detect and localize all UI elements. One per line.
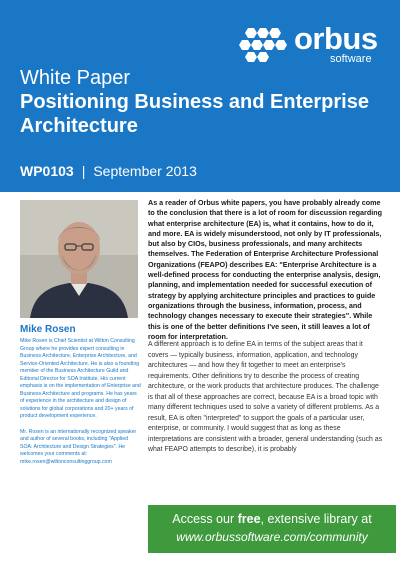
meta-separator: | [81,163,86,179]
brand-name: orbus [294,21,378,56]
document-meta [20,162,197,180]
hexagon-logo-icon [238,26,294,66]
lead-paragraph: As a reader of Orbus white papers, you have probably already come to the conclusion that there is a lot of room for discussion regarding what enterprise architecture (EA) is, what it contains, how to do it, and more. EA is widely misunderstood, not only by IT professionals, but also by CIOs, business professionals, and many architects themselves. The Federation of Enterprise Architecture Professional Organizations (FEAPO) describes EA: "Enterprise Architecture is a well-defined process for conducting the enterprise analysis, design, planning, and implementation needed for successful execution of strategy by applying architecture principles and practices to guide organizations through the business, information, process, and technology changes necessary to execute their strategies". While this is one of the better definitions I've seen, it still leaves a lot of room for interpretation. [148,198,383,341]
author-photo [20,200,138,318]
community-url-link[interactable]: www.orbussoftware.com/community [176,530,368,544]
cta-suffix: , extensive library at [260,512,372,526]
header-banner [0,0,400,192]
author-name: Mike Rosen [20,324,76,335]
document-title: Positioning Business and Enterprise Architecture [20,91,369,137]
author-bio: Mike Rosen is Chief Scientist at Wilton Consulting Group where he provides expert consulting in Business Architecture, Enterprise Architecture, and Service-Oriented Architecture. He is also a founding member of the Business Architecture Guild and Editorial Director for SOA Institute. His current emphasis is on the implementation of Enterprise and Business Architecture and programs. He has years of experience in the architecture and design of solutions for global corporations and 20+ years of product development experience. [20,338,141,419]
document-kicker: White Paper [20,67,131,89]
community-library-banner[interactable] [148,505,396,553]
author-note: Mr. Rosen is an internationally recognized speaker and author of several books, including "Applied SOA: Architecture and Design Strategies". He welcomes your comments at: mike.rosen@wiltonconsultinggroup.com [20,428,137,465]
brand-tagline: software [330,53,372,65]
orbus-logo[interactable] [238,22,388,68]
document-code: WP0103 [20,163,74,179]
author-sidebar [20,338,141,474]
document-date: September 2013 [93,163,197,179]
cta-prefix: Access our [172,512,238,526]
cta-emphasis: free [237,512,261,526]
body-paragraph: A different approach is to define EA in terms of the subject areas that it covers — typically business, information, application, and technology architectures — and how they fit together to meet an enterprise's requirements. Other definitions try to describe the process of creating architecture, or the work products that architecture produces. The challenge is that all of these approaches are correct, because EA is a broad topic with many different techniques used to solve a variety of different problems. As a result, EA is often "interpreted" to support the goals of a particular user, enterprise, or community. I would suggest that as long as these interpretations are consistent with a broader, general understanding (such as what FEAPO attempts to describe), it is probably [148,341,383,453]
cta-text [148,512,396,526]
